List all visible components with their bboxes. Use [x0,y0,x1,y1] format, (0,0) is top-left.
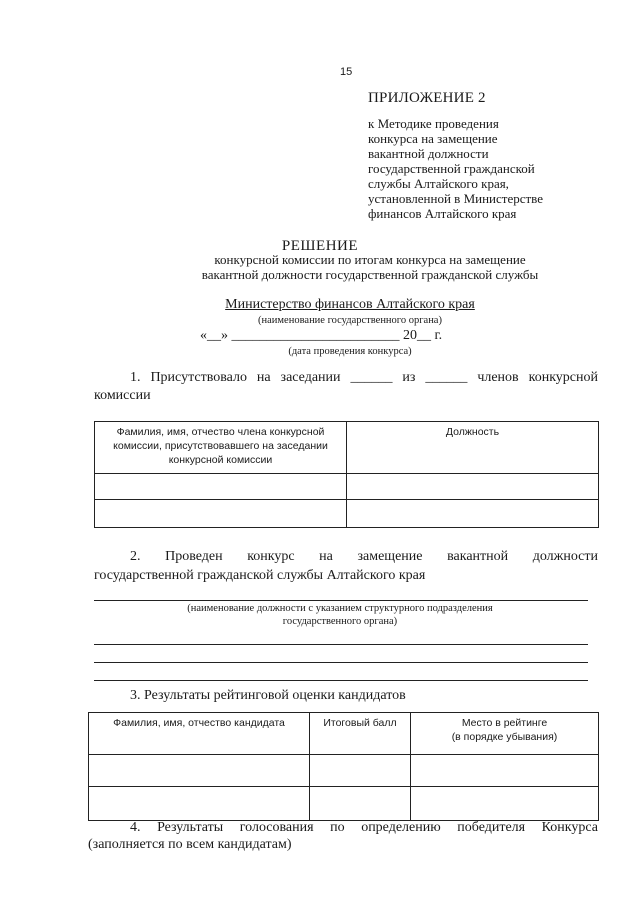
table-row [95,474,599,500]
members-table [94,421,599,528]
position-note: (наименование должности с указанием структурного подразделения государственного органа) [187,603,493,627]
table-row [95,500,599,528]
section2-line2: государственной гражданской службы Алтайского края [94,568,426,583]
section3-title: 3. Результаты рейтинговой оценки кандидатов [130,688,406,703]
table-row [89,755,599,787]
table-row [89,787,599,821]
section4-line1: 4. Результаты голосования по определению победителя Конкурса [130,820,598,835]
blank-line [94,662,588,663]
page-number: 15 [340,66,353,78]
members-header-name: Фамилия, имя, отчество члена конкурсной комиссии, присутствовавшего на заседании конкурсной комиссии [95,422,347,474]
section4-line2: (заполняется по всем кандидатам) [88,837,292,852]
rating-header-name: Фамилия, имя, отчество кандидата [89,713,310,755]
rating-table [88,712,599,821]
decision-subtitle: конкурсной комиссии по итогам конкурса на замещение вакантной должности государственной гражданской службы [201,252,539,282]
section1-line1: 1. Присутствовало на заседании ______ из ______ членов конкурсной [130,370,598,385]
blank-line [94,644,588,645]
appendix-title: ПРИЛОЖЕНИЕ 2 [368,90,486,106]
appendix-text: к Методике проведения конкурса на замещение вакантной должности государственной гражданской службы Алтайского края, установленной в Министерстве финансов Алтайского края [368,116,544,221]
organization-name: Министерство финансов Алтайского края [225,297,475,312]
blank-line [94,680,588,681]
blank-line [94,600,588,601]
rating-header-place: Место в рейтинге (в порядке убывания) [411,713,599,755]
section2-line1: 2. Проведен конкурс на замещение вакантной должности [130,549,598,564]
date-note: (дата проведения конкурса) [288,346,412,357]
organization-note: (наименование государственного органа) [258,315,442,326]
members-header-position: Должность [347,422,599,474]
rating-header-score: Итоговый балл [310,713,411,755]
date-line: «__» ________________________ 20__ г. [200,328,443,343]
decision-title: РЕШЕНИЕ [281,238,359,254]
section1-line2: комиссии [94,388,151,403]
